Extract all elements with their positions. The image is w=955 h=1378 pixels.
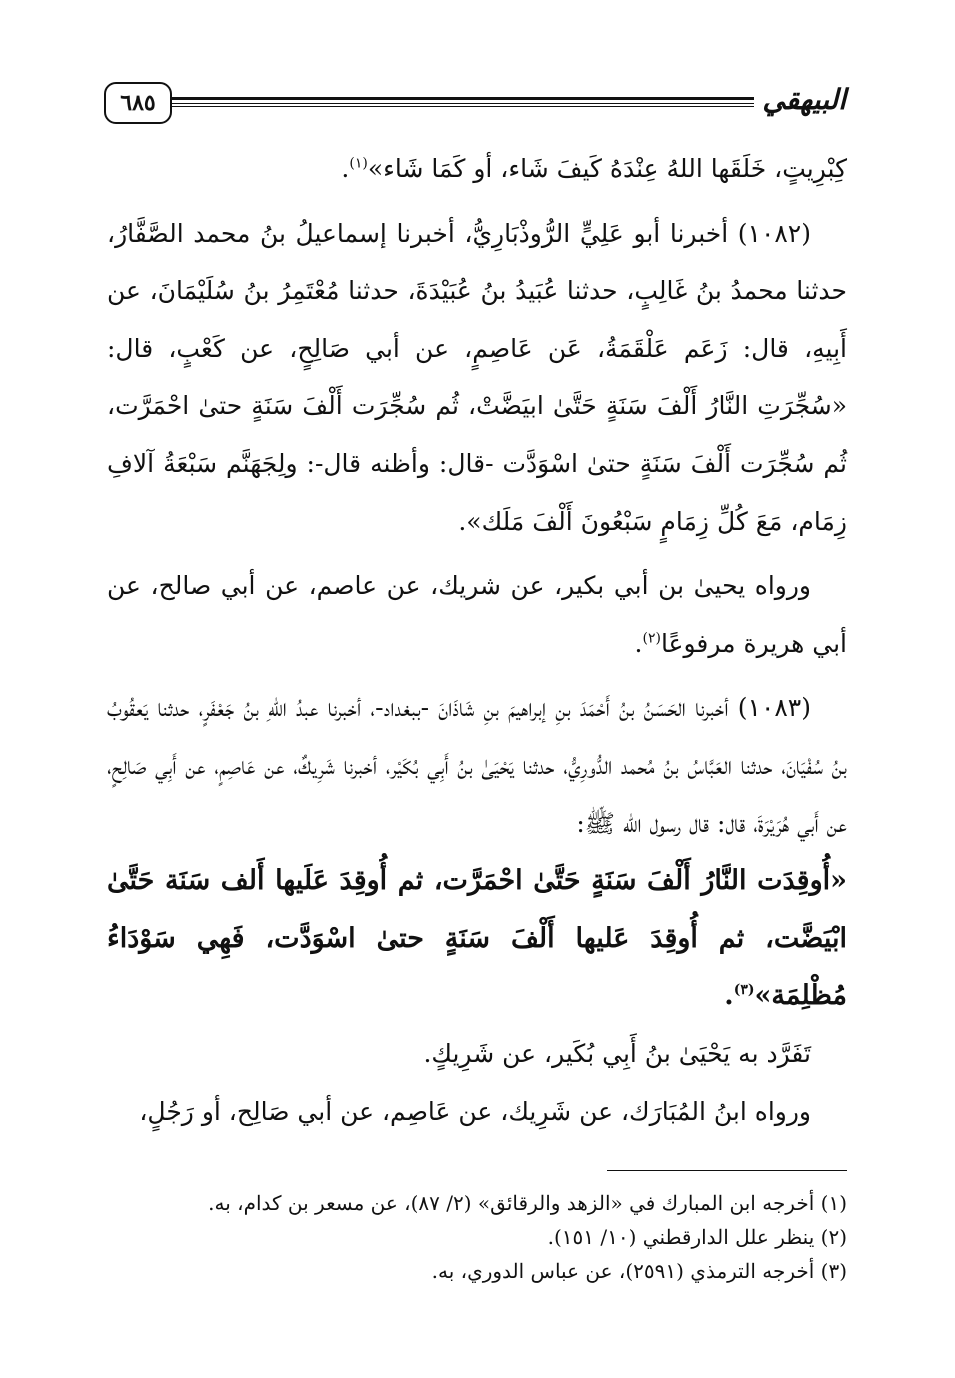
main-text: [107, 140, 847, 1140]
header-rule: [170, 97, 754, 104]
matn-text: «أُوقِدَت النَّارُ أَلْفَ سَنَةٍ حَتَّىٰ احْمَرَّت، ثم أُوقِدَ عَلَيها أَلف سَنَة حَتَّىٰ ابْيَضَّت، ثم أُوقِدَ عَليها أَلْفَ سَنَةٍ حتىٰ اسْوَدَّت، فَهِي سَوْدَاءُ مُظْلِمَة»: [107, 865, 847, 1012]
footnote: (١) أخرجه ابن المبارك في «الزهد والرقائق» (٢/ ٨٧)، عن مسعر بن كدام، به.: [208, 1191, 847, 1215]
page-number: ٦٨٥: [104, 82, 172, 124]
paragraph-tail: .: [341, 154, 350, 183]
paragraph: [107, 140, 847, 198]
paragraph-tail: .: [634, 628, 643, 658]
paragraph: [107, 557, 847, 672]
footnote: (٢) ينظر علل الدارقطني (١٠/ ١٥١).: [547, 1225, 847, 1249]
paragraph: تَفَرَّد به يَحْيَىٰ بنُ أَبِي بُكَير، عن شَرِيكٍ.: [423, 1038, 811, 1068]
running-header: [104, 78, 846, 130]
header-rule-thin: [170, 106, 754, 107]
hadith-1082: (١٠٨٢) أخبرنا أبو عَلِيٍّ الرُّوذْبَارِيُّ، أخبرنا إسماعيلُ بنُ محمد الصَّفَّارُ، حدثنا محمدُ بنُ غَالِبٍ، حدثنا عُبَيدُ بنُ عُبَيْدَةَ، حدثنا مُعْتَمِرُ بنُ سُلَيْمَانَ، عن أَبِيهِ، قال: زَعَم عَلْقَمَةُ، عَن عَاصِمٍ، عن أبي صَالِحٍ، عن كَعْبٍ، قال: «سُجِّرَتِ النَّارُ أَلْفَ سَنَةٍ حَتَّىٰ ابيَضَّتْ، ثُم سُجِّرَت أَلْفَ سَنَةٍ حتىٰ احْمَرَّت، ثُم سُجِّرَت أَلْفَ سَنَةٍ حتىٰ اسْوَدَّت -قال: وأظنه قال-: ولِجَهَنَّم سَبْعَةُ آلافِ زِمَام، مَعَ كُلِّ زِمَامٍ سَبْعُونَ أَلْفَ مَلَك».: [107, 218, 847, 536]
paragraph: ورواه ابنُ المُبَارَك، عن شَرِيك، عن عَاصِم، عن أبي صَالِح، أو رَجُلٍ،: [139, 1096, 811, 1126]
running-title: البيهقي: [762, 83, 846, 116]
footnote-ref: (١): [349, 155, 368, 172]
matn-tail: .: [724, 980, 734, 1012]
paragraph-text: ورواه يحيىٰ بن أبي بكير، عن شريك، عن عاصم، عن أبي صالح، عن أبي هريرة مرفوعًا: [107, 571, 847, 658]
paragraph-text: كِبْرِيتٍ، خَلَقَها اللهُ عِنْدَهُ كَيفَ شَاء، أو كَمَا شَاء»: [367, 154, 847, 183]
footnote-divider: [607, 1170, 847, 1171]
hadith-1083: (١٠٨٣) أخبرنا الحَسَنُ بنُ أَحْمَدَ بنِ إبراهيمَ بنِ شَاذَانَ -ببغداد-، أخبرنا عبدُ اللهِ بنُ جَعْفَرٍ، حدثنا يَعقُوبُ بنُ سُفْيَانَ، حدثنا العَبَّاسُ بنُ مُحمد الدُّورِيُّ، حدثنا يَحْيَىٰ بنُ أَبِي بُكَيْر، أخبرنا شَرِيكٌ، عن عَاصِمٍ، عن أَبِي صَالِحٍ، عن أَبي هُرَيْرَةَ، قال: قال رسول الله ﷺ:: [107, 693, 847, 838]
footnotes: [107, 1186, 847, 1288]
footnote-ref: (٣): [733, 982, 755, 999]
hadith-matn: [107, 852, 847, 1025]
footnote: (٣) أخرجه الترمذي (٢٥٩١)، عن عباس الدوري، به.: [431, 1259, 847, 1283]
footnote-ref: (٢): [642, 630, 661, 647]
